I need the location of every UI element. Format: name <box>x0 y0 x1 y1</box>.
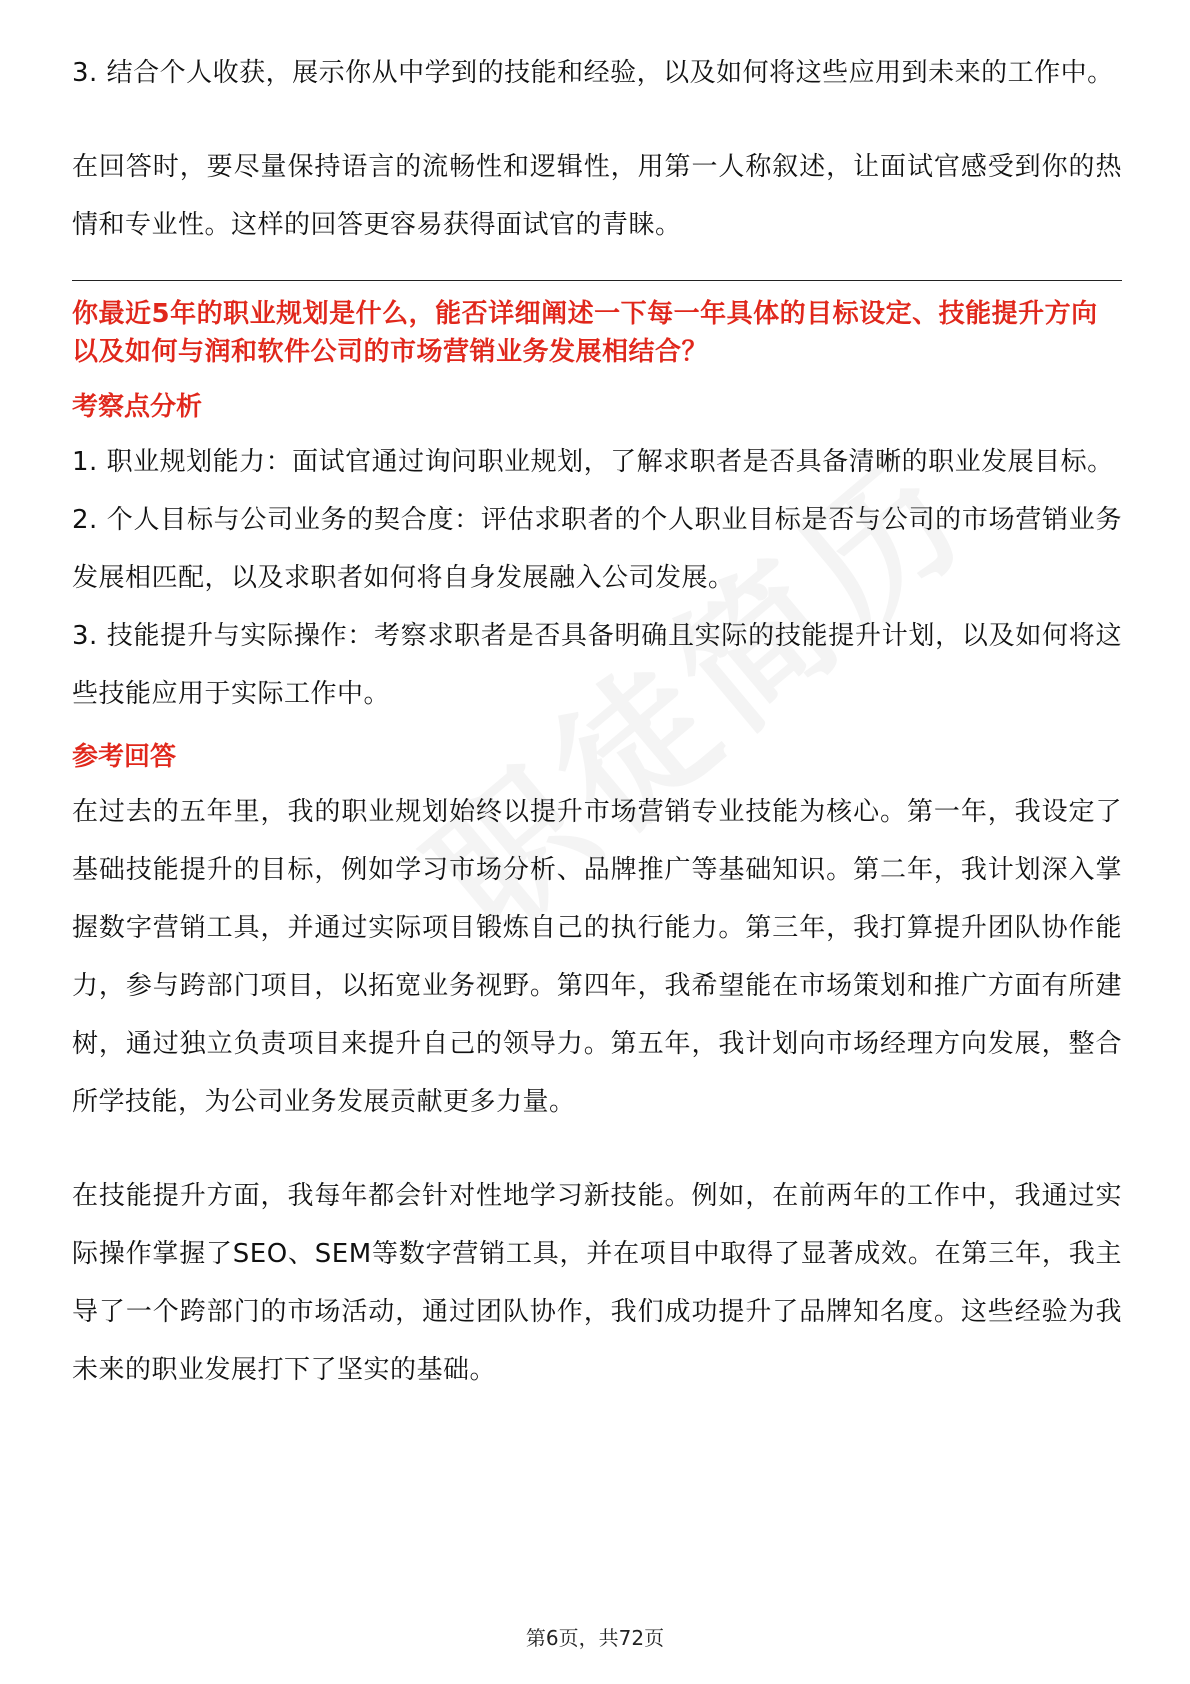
analysis-item-1: 1. 职业规划能力：面试官通过询问职业规划，了解求职者是否具备清晰的职业发展目标。 <box>72 447 1114 477</box>
document-page <box>72 44 1122 1399</box>
intro-item-3: 3. 结合个人收获，展示你从中学到的技能和经验，以及如何将这些应用到未来的工作中。 <box>72 58 1114 88</box>
intro-tip: 在回答时，要尽量保持语言的流畅性和逻辑性，用第一人称叙述，让面试官感受到你的热情和专业性。这样的回答更容易获得面试官的青睐。 <box>72 152 1122 240</box>
page-number: 第6页，共72页 <box>525 1626 665 1650</box>
spacer <box>72 1131 1122 1167</box>
analysis-item-3: 3. 技能提升与实际操作：考察求职者是否具备明确且实际的技能提升计划，以及如何将这些技能应用于实际工作中。 <box>72 621 1122 709</box>
answer-paragraph-2: 在技能提升方面，我每年都会针对性地学习新技能。例如，在前两年的工作中，我通过实际操作掌握了SEO、SEM等数字营销工具，并在项目中取得了显著成效。在第三年，我主导了一个跨部门的市场活动，通过团队协作，我们成功提升了品牌知名度。这些经验为我未来的职业发展打下了坚实的基础。 <box>72 1181 1122 1385</box>
analysis-heading: 考察点分析 <box>72 392 203 422</box>
spacer <box>72 723 1122 735</box>
section-divider <box>72 280 1122 281</box>
question-title: 你最近5年的职业规划是什么，能否详细阐述一下每一年具体的目标设定、技能提升方向以及如何与润和软件公司的市场营销业务发展相结合？ <box>72 299 1098 367</box>
answer-heading: 参考回答 <box>72 742 177 772</box>
analysis-item-2: 2. 个人目标与公司业务的契合度：评估求职者的个人职业目标是否与公司的市场营销业务发展相匹配，以及求职者如何将自身发展融入公司发展。 <box>72 505 1122 593</box>
answer-paragraph-1: 在过去的五年里，我的职业规划始终以提升市场营销专业技能为核心。第一年，我设定了基础技能提升的目标，例如学习市场分析、品牌推广等基础知识。第二年，我计划深入掌握数字营销工具，并通过实际项目锻炼自己的执行能力。第三年，我打算提升团队协作能力，参与跨部门项目，以拓宽业务视野。第四年，我希望能在市场策划和推广方面有所建树，通过独立负责项目来提升自己的领导力。第五年，我计划向市场经理方向发展，整合所学技能，为公司业务发展贡献更多力量。 <box>72 797 1122 1117</box>
spacer <box>72 102 1122 138</box>
